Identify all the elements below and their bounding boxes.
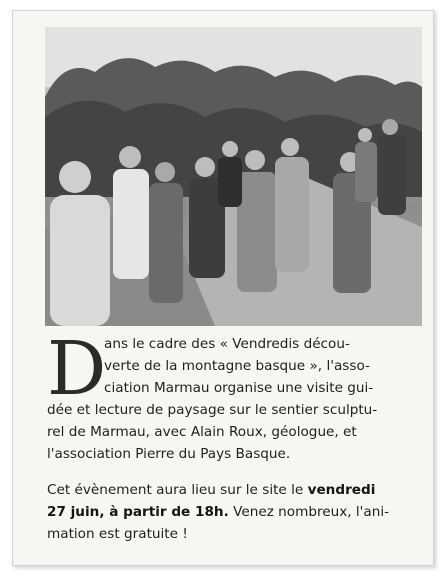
paragraph-2 bbox=[47, 479, 425, 545]
text-line bbox=[47, 501, 425, 523]
text-line: ans le cadre des « Vendredis décou- bbox=[104, 336, 350, 352]
article-text bbox=[47, 326, 425, 545]
text-line: verte de la montagne basque », l'asso- bbox=[104, 358, 370, 374]
hikers-photo bbox=[45, 27, 422, 326]
drop-cap: D bbox=[47, 326, 107, 412]
photo-illustration bbox=[45, 27, 422, 326]
text-line: dée et lecture de paysage sur le sentier sculptu- bbox=[47, 402, 378, 418]
clipping-page bbox=[12, 10, 434, 566]
text-line: mation est gratuite ! bbox=[47, 526, 188, 542]
event-date-time: 27 juin, à partir de 18h. bbox=[47, 504, 229, 520]
text-run: Cet évènement aura lieu sur le site le bbox=[47, 482, 308, 498]
text-line: rel de Marmau, avec Alain Roux, géologue, et bbox=[47, 424, 357, 440]
text-line: ciation Marmau organise une visite gui- bbox=[104, 380, 374, 396]
text-line bbox=[47, 479, 425, 501]
paragraph-1 bbox=[47, 326, 425, 465]
text-line: l'association Pierre du Pays Basque. bbox=[47, 446, 291, 462]
event-day: vendredi bbox=[307, 482, 376, 498]
text-run: Venez nombreux, l'ani- bbox=[228, 504, 390, 520]
